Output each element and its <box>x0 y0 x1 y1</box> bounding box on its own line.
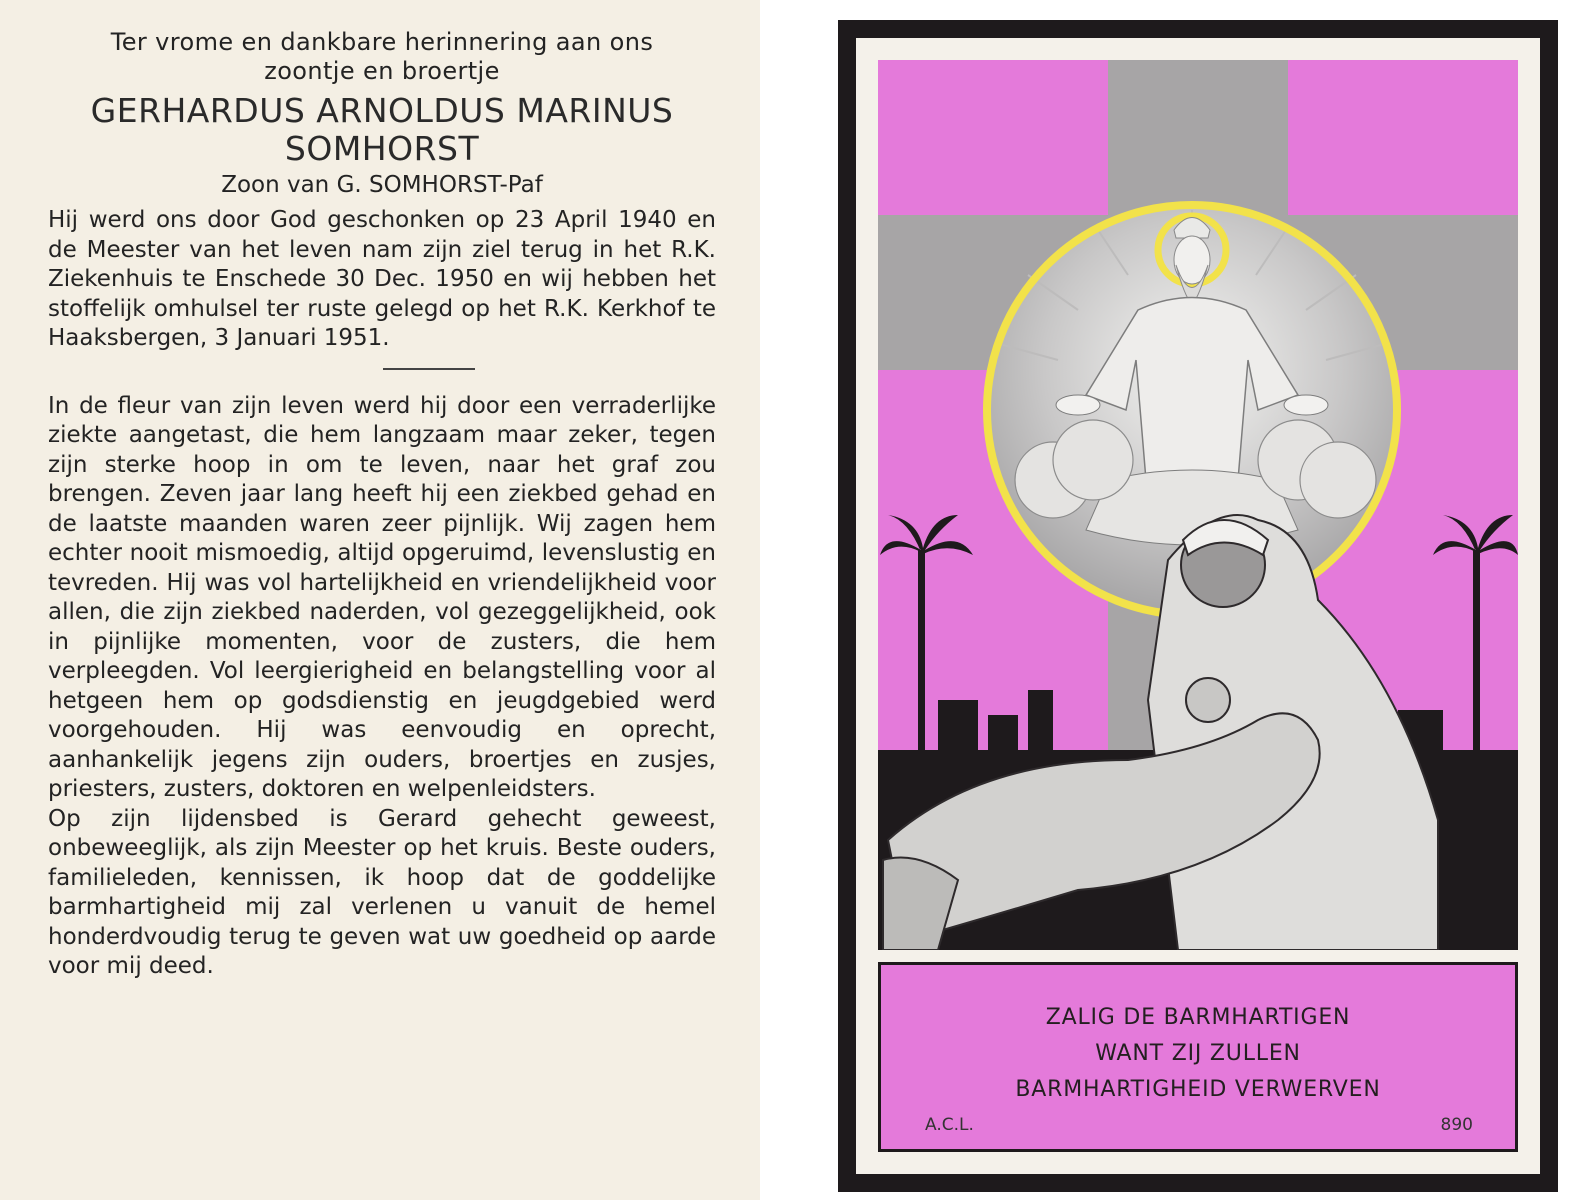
caption-line-1: ZALIG DE BARMHARTIGEN <box>1045 1005 1351 1030</box>
deceased-name-line-2: SOMHORST <box>284 129 480 168</box>
parent-line: Zoon van G. SOMHORST-Paf <box>221 172 543 198</box>
religious-illustration <box>878 60 1518 950</box>
intro-line-1: Ter vrome en dankbare herinnering aan ons <box>110 28 654 56</box>
publisher-mark: A.C.L. <box>925 1115 974 1135</box>
scripture-caption-box <box>878 962 1518 1152</box>
birth-death-paragraph: Hij werd ons door God geschonken op 23 April 1940 en de Meester van het leven nam zijn ziel terug in het R.K. Ziekenhuis te Enschede 30 Dec. 1950 en wij hebben het stoffelijk omhulsel ter ruste gelegd op het R.K. Kerkhof te Haaksbergen, 3 Januari 1951. <box>48 207 716 351</box>
memorial-text-body <box>48 28 716 982</box>
caption-line-3: BARMHARTIGHEID VERWERVEN <box>1015 1077 1381 1102</box>
devotional-image-card <box>838 20 1558 1192</box>
life-paragraph: In de fleur van zijn leven werd hij door een verraderlijke ziekte aangetast, die hem langzaam maar zeker, tegen zijn sterke hoop in om te leven, naar het graf zou brengen. Zeven jaar lang heeft hij een ziekbed gehad en de laatste maanden waren zeer pijnlijk. Wij zagen hem echter nooit mismoedig, altijd opgeruimd, levenslustig en tevreden. Hij was vol hartelijkheid en vriendelijkheid voor allen, die zijn ziekbed naderden, vol gezeggelijkheid, ook in pijnlijke momenten, voor de zusters, die hem verpleegden. Vol leergierigheid en belangstelling voor al hetgeen hem op godsdienstig en jeugdgebied werd voorgehouden. Hij was eenvoudig en oprecht, aanhankelijk jegens zijn ouders, broertjes en zusjes, priesters, zusters, doktoren en welpenleidsters. <box>48 392 716 802</box>
farewell-paragraph: Op zijn lijdensbed is Gerard gehecht geweest, onbeweeglijk, als zijn Meester op het kruis. Beste ouders, familieleden, kennissen, ik hoop dat de goddelijke barmhartigheid mij zal verlenen u vanuit de hemel honderdvoudig terug te geven wat uw goedheid op aarde voor mij deed. <box>48 805 716 979</box>
intro-line-2: zoontje en broertje <box>264 57 500 85</box>
card-frame <box>856 38 1540 1174</box>
section-divider <box>383 368 475 370</box>
card-number: 890 <box>1440 1115 1473 1135</box>
caption-line-2: WANT ZIJ ZULLEN <box>1095 1041 1301 1066</box>
memorial-text-card <box>0 0 760 1200</box>
deceased-name-line-1: GERHARDUS ARNOLDUS MARINUS <box>90 91 674 130</box>
